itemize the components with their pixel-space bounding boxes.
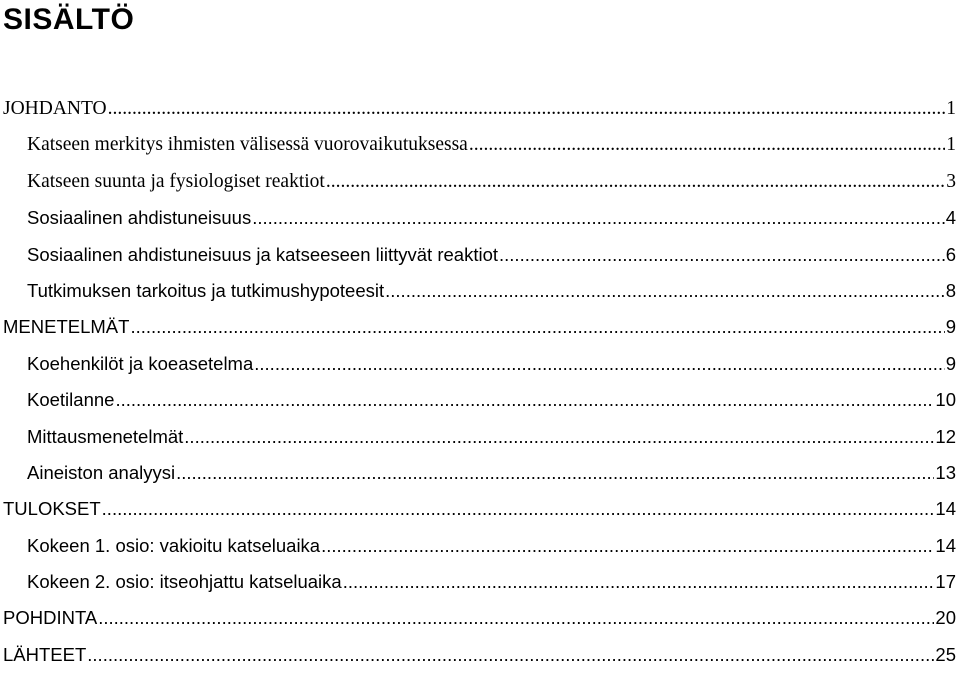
dot-leader <box>98 603 934 633</box>
dot-leader <box>102 494 935 524</box>
toc-entry-page: 20 <box>935 607 956 629</box>
dot-leader <box>343 567 935 597</box>
toc-entry-ahdistuneisuus-reaktiot[interactable] <box>0 240 960 276</box>
toc-entry-page: 9 <box>945 352 956 374</box>
dot-leader <box>176 458 934 488</box>
toc-entry-johdanto[interactable] <box>0 94 960 130</box>
toc-entry-label: Koehenkilöt ja koeasetelma <box>27 352 254 374</box>
dot-leader <box>115 385 934 415</box>
toc-entry-menetelmat[interactable] <box>0 312 960 348</box>
toc-entry-katseen-merkitys[interactable] <box>0 130 960 166</box>
dot-leader <box>254 349 944 379</box>
toc-entry-label: MENETELMÄT <box>3 316 130 338</box>
dot-leader <box>326 167 945 197</box>
dot-leader <box>469 130 945 160</box>
dot-leader <box>321 531 934 561</box>
toc-entry-katseen-suunta[interactable] <box>0 167 960 203</box>
toc-entry-aineiston-analyysi[interactable] <box>0 458 960 494</box>
toc-entry-label: Sosiaalinen ahdistuneisuus ja katseeseen liittyvät reaktiot <box>27 243 499 265</box>
toc-entry-label: LÄHTEET <box>3 643 87 665</box>
dot-leader <box>108 94 946 124</box>
toc-entry-page: 6 <box>945 243 956 265</box>
toc-entry-kokeen-1-osio[interactable] <box>0 531 960 567</box>
toc-entry-sosiaalinen-ahdistuneisuus[interactable] <box>0 203 960 239</box>
toc-entry-label: Tutkimuksen tarkoitus ja tutkimushypoteesit <box>27 279 385 301</box>
toc-entry-koehenkilot[interactable] <box>0 349 960 385</box>
toc-entry-koetilanne[interactable] <box>0 385 960 421</box>
toc-entry-label: TULOKSET <box>3 498 101 520</box>
toc-entry-lahteet[interactable] <box>0 640 960 676</box>
toc-entry-page: 25 <box>935 643 956 665</box>
toc-entry-label: Katseen merkitys ihmisten välisessä vuorovaikutuksessa <box>27 134 468 156</box>
toc-entry-page: 17 <box>935 571 956 593</box>
toc-entry-page: 4 <box>945 207 956 229</box>
toc-entry-page: 1 <box>946 98 956 119</box>
toc-entry-page: 1 <box>946 134 956 156</box>
toc-entry-pohdinta[interactable] <box>0 603 960 639</box>
toc-entry-page: 8 <box>945 279 956 301</box>
toc-entry-label: Aineiston analyysi <box>27 461 176 483</box>
toc-entry-page: 14 <box>935 534 956 556</box>
toc-entry-label: Koetilanne <box>27 389 115 411</box>
toc-entry-page: 9 <box>945 316 956 338</box>
dot-leader <box>184 422 934 452</box>
table-of-contents <box>0 94 960 676</box>
toc-entry-label: Katseen suunta ja fysiologiset reaktiot <box>27 170 325 192</box>
page-title: SISÄLTÖ <box>3 3 135 36</box>
toc-entry-tulokset[interactable] <box>0 494 960 530</box>
toc-entry-label: Kokeen 2. osio: itseohjattu katseluaika <box>27 571 342 593</box>
toc-entry-label: JOHDANTO <box>3 98 107 119</box>
dot-leader <box>385 276 945 306</box>
dot-leader <box>252 203 944 233</box>
toc-entry-label: Mittausmenetelmät <box>27 425 184 447</box>
toc-entry-label: Sosiaalinen ahdistuneisuus <box>27 207 252 229</box>
toc-entry-mittausmenetelmat[interactable] <box>0 422 960 458</box>
toc-entry-kokeen-2-osio[interactable] <box>0 567 960 603</box>
toc-entry-page: 10 <box>935 389 956 411</box>
toc-entry-page: 12 <box>935 425 956 447</box>
toc-entry-page: 13 <box>935 461 956 483</box>
toc-entry-label: POHDINTA <box>3 607 98 629</box>
dot-leader <box>130 312 944 342</box>
toc-entry-page: 14 <box>935 498 956 520</box>
toc-entry-label: Kokeen 1. osio: vakioitu katseluaika <box>27 534 321 556</box>
dot-leader <box>87 640 934 670</box>
toc-entry-tutkimuksen-tarkoitus[interactable] <box>0 276 960 312</box>
dot-leader <box>499 240 945 270</box>
toc-entry-page: 3 <box>946 170 956 192</box>
